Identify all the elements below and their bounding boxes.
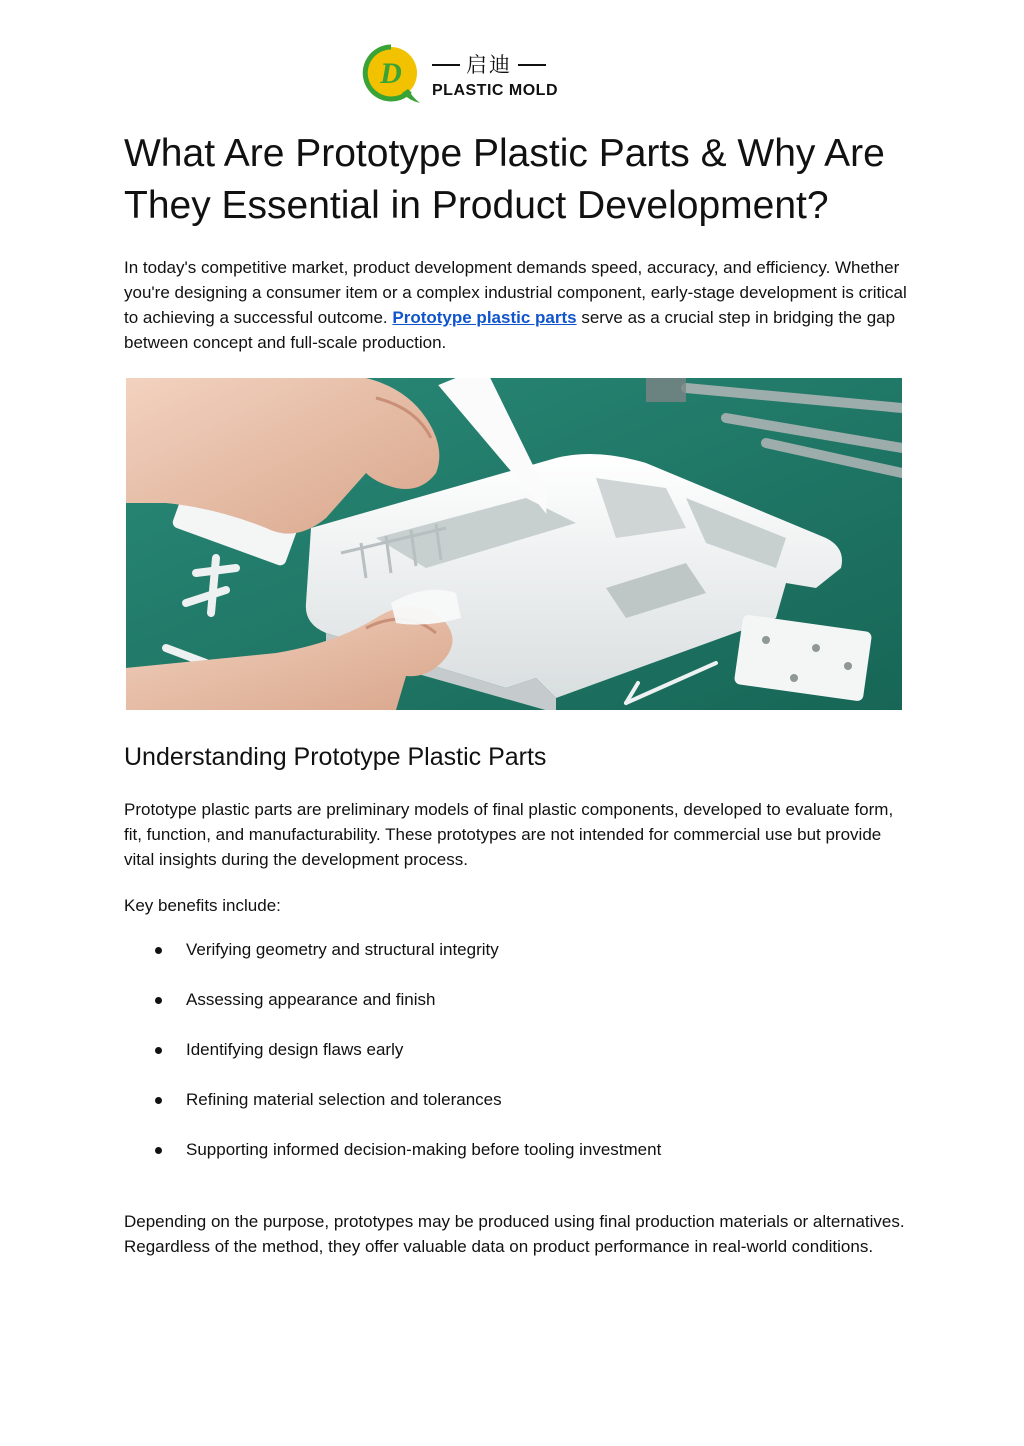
hero-photo-icon [126, 378, 902, 710]
logo-mark-icon [358, 43, 424, 109]
bullet-icon [155, 1097, 162, 1104]
list-item [124, 1036, 914, 1086]
benefits-intro: Key benefits include: [124, 896, 281, 915]
benefit-text: Verifying geometry and structural integrity [186, 940, 499, 959]
benefit-text: Supporting informed decision-making before tooling investment [186, 1140, 662, 1159]
prototype-plastic-parts-link[interactable]: Prototype plastic parts [392, 308, 577, 327]
benefit-text: Assessing appearance and finish [186, 990, 436, 1009]
bullet-icon [155, 997, 162, 1004]
section-paragraph-definition: Prototype plastic parts are preliminary models of final plastic components, developed to evaluate form, fit, function, and manufacturability. These prototypes are not intended for commercial use but provide vital insights during the development process. [124, 800, 894, 869]
page-title: What Are Prototype Plastic Parts & Why Are They Essential in Product Development? [124, 132, 885, 227]
logo-mark-letter: D [380, 57, 402, 90]
list-item [124, 1086, 914, 1136]
hero-image [126, 378, 902, 710]
intro-text-after-link: serve as a crucial step in bridging the gap between concept and full-scale production. [124, 308, 896, 352]
benefit-text: Identifying design flaws early [186, 1040, 404, 1059]
bullet-icon [155, 1047, 162, 1054]
benefit-text: Refining material selection and tolerances [186, 1090, 502, 1109]
section-paragraph-materials: Depending on the purpose, prototypes may be produced using final production materials or alternatives. Regardless of the method, they offer valuable data on product performance in real-world conditions. [124, 1212, 905, 1256]
bullet-icon [155, 947, 162, 954]
logo-dash-left [432, 64, 460, 66]
list-item [124, 1136, 914, 1186]
intro-text-before-link: In today's competitive market, product development demands speed, accuracy, and efficiency. Whether you're designing a consumer item or a complex industrial component, early-stage development is critical to achieving a successful outcome. [124, 258, 907, 327]
benefits-list [124, 936, 914, 1186]
list-item [124, 936, 914, 986]
logo-text [432, 52, 558, 100]
logo-dash-right [518, 64, 546, 66]
list-item [124, 986, 914, 1036]
logo-chinese-name: 启迪 [466, 53, 512, 77]
logo-english-name: PLASTIC MOLD [432, 82, 558, 99]
intro-paragraph [124, 255, 914, 355]
section-heading-understanding: Understanding Prototype Plastic Parts [124, 743, 547, 771]
company-logo [358, 42, 572, 110]
bullet-icon [155, 1147, 162, 1154]
